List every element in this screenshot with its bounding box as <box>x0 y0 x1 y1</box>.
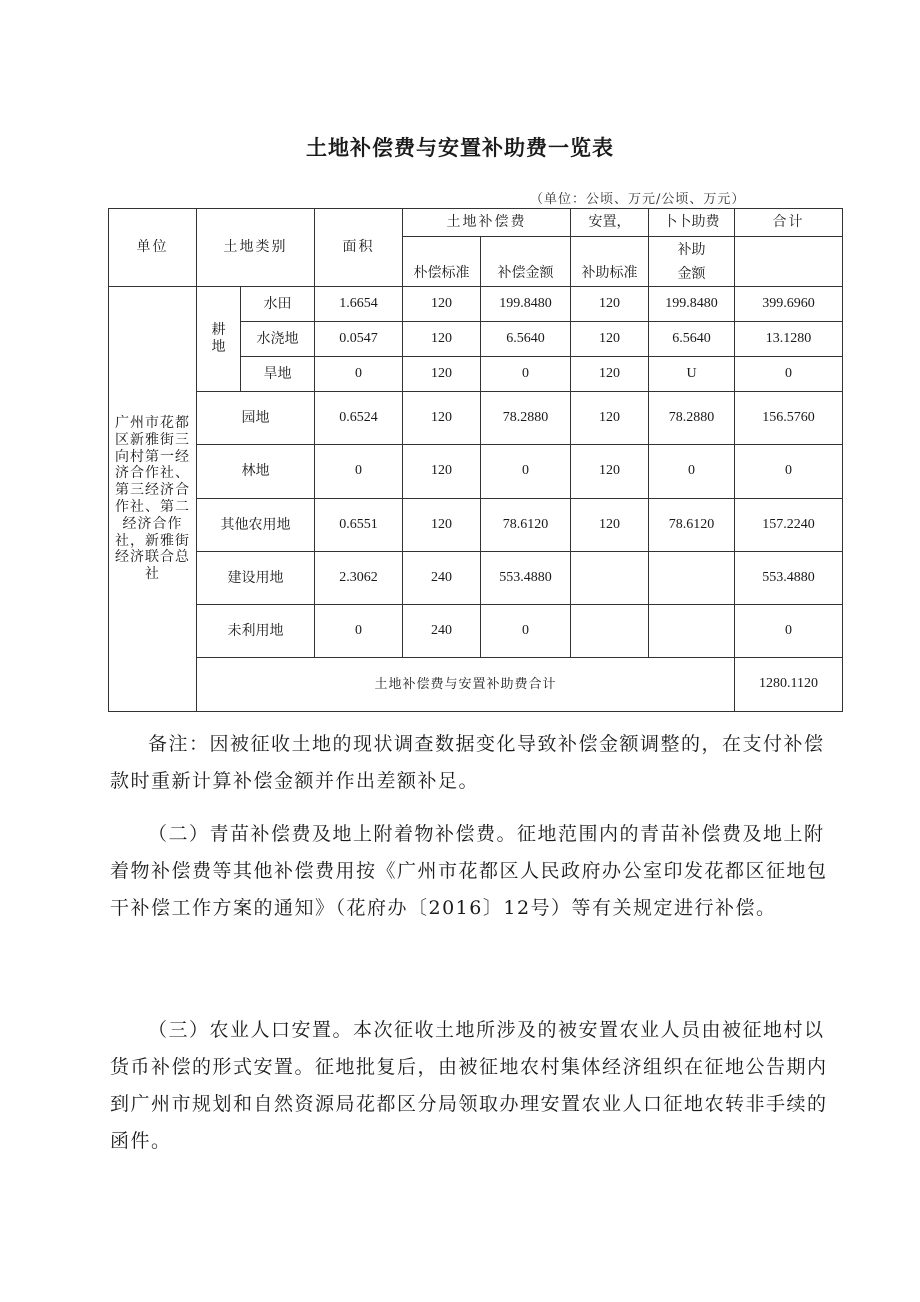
comp-std: 120 <box>403 445 481 499</box>
area: 0.6524 <box>315 392 403 445</box>
header-subsidy-std: 补助标准 <box>571 237 649 287</box>
table-row <box>109 552 843 605</box>
table-title: 土地补偿费与安置补助费一览表 <box>306 135 614 160</box>
table-row <box>109 499 843 552</box>
row-total: 157.2240 <box>735 499 843 552</box>
land-type: 旱地 <box>241 357 315 392</box>
comp-amt: 0 <box>481 605 571 658</box>
header-comp-std: 朴偿标准 <box>403 237 481 287</box>
header-total-blank <box>735 237 843 287</box>
comp-std: 120 <box>403 392 481 445</box>
table-row <box>109 392 843 445</box>
comp-amt: 6.5640 <box>481 322 571 357</box>
land-type: 建设用地 <box>197 552 315 605</box>
unit-name: 广州市花都区新雅街三向村第一经济合作社、第三经济合作社、第二经济合作社，新雅街经济联合总社 <box>109 287 197 712</box>
row-total: 0 <box>735 357 843 392</box>
cultivated-land-label: 耕地 <box>197 287 241 392</box>
subsidy-std: 120 <box>571 445 649 499</box>
header-subsidy-amt: 补助金额 <box>649 237 735 287</box>
subsidy-amt: 199.8480 <box>649 287 735 322</box>
subsidy-std: 120 <box>571 357 649 392</box>
area: 0 <box>315 357 403 392</box>
table-row <box>109 605 843 658</box>
sum-label: 土地补偿费与安置补助费合计 <box>197 658 735 712</box>
area: 2.3062 <box>315 552 403 605</box>
subsidy-std: 120 <box>571 392 649 445</box>
row-total: 0 <box>735 445 843 499</box>
area: 0.6551 <box>315 499 403 552</box>
area: 1.6654 <box>315 287 403 322</box>
header-land-type: 土地类别 <box>197 209 315 287</box>
table-row <box>109 445 843 499</box>
comp-amt: 78.2880 <box>481 392 571 445</box>
subsidy-std <box>571 552 649 605</box>
header-comp-amt: 补偿金额 <box>481 237 571 287</box>
subsidy-amt: U <box>649 357 735 392</box>
subsidy-amt: 78.6120 <box>649 499 735 552</box>
header-resettlement-a: 安置， <box>571 209 649 237</box>
comp-amt: 199.8480 <box>481 287 571 322</box>
header-resettlement-b: 卜卜助费 <box>649 209 735 237</box>
comp-amt: 78.6120 <box>481 499 571 552</box>
comp-std: 120 <box>403 357 481 392</box>
section-3-paragraph: （三）农业人口安置。本次征收土地所涉及的被安置农业人员由被征地村以货币补偿的形式安置。征地批复后，由被征地农村集体经济组织在征地公告期内到广州市规划和自然资源局花都区分局领取办理安置农业人口征地农转非手续的函件。 <box>110 1019 828 1152</box>
area: 0 <box>315 445 403 499</box>
subsidy-amt: 0 <box>649 445 735 499</box>
land-type: 林地 <box>197 445 315 499</box>
subsidy-amt <box>649 605 735 658</box>
header-unit: 单位 <box>109 209 197 287</box>
land-type: 未利用地 <box>197 605 315 658</box>
sum-row <box>109 658 843 712</box>
row-total: 13.1280 <box>735 322 843 357</box>
sum-total: 1280.1120 <box>735 658 843 712</box>
area: 0 <box>315 605 403 658</box>
comp-std: 120 <box>403 322 481 357</box>
row-total: 0 <box>735 605 843 658</box>
subsidy-std: 120 <box>571 499 649 552</box>
compensation-table <box>108 208 843 712</box>
row-total: 156.5760 <box>735 392 843 445</box>
header-total: 合计 <box>735 209 843 237</box>
area: 0.0547 <box>315 322 403 357</box>
comp-std: 240 <box>403 552 481 605</box>
land-type: 水浇地 <box>241 322 315 357</box>
comp-amt: 0 <box>481 357 571 392</box>
comp-std: 120 <box>403 287 481 322</box>
comp-amt: 553.4880 <box>481 552 571 605</box>
section-2-paragraph: （二）青苗补偿费及地上附着物补偿费。征地范围内的青苗补偿费及地上附着物补偿费等其他补偿费用按《广州市花都区人民政府办公室印发花都区征地包干补偿工作方案的通知》（花府办〔2016〕12号）等有关规定进行补偿。 <box>110 823 828 919</box>
header-land-compensation: 土地补偿费 <box>403 209 571 237</box>
land-type: 园地 <box>197 392 315 445</box>
subsidy-amt <box>649 552 735 605</box>
subsidy-std <box>571 605 649 658</box>
subsidy-std: 120 <box>571 287 649 322</box>
row-total: 399.6960 <box>735 287 843 322</box>
subsidy-amt: 6.5640 <box>649 322 735 357</box>
land-type: 其他农用地 <box>197 499 315 552</box>
land-type: 水田 <box>241 287 315 322</box>
remark-paragraph: 备注：因被征收土地的现状调查数据变化导致补偿金额调整的，在支付补偿款时重新计算补偿金额并作出差额补足。 <box>110 733 825 792</box>
row-total: 553.4880 <box>735 552 843 605</box>
comp-std: 240 <box>403 605 481 658</box>
table-row <box>109 287 843 322</box>
subsidy-amt: 78.2880 <box>649 392 735 445</box>
subsidy-std: 120 <box>571 322 649 357</box>
header-area: 面积 <box>315 209 403 287</box>
comp-amt: 0 <box>481 445 571 499</box>
unit-note: （单位：公顷、万元/公顷、万元） <box>530 192 746 207</box>
comp-std: 120 <box>403 499 481 552</box>
